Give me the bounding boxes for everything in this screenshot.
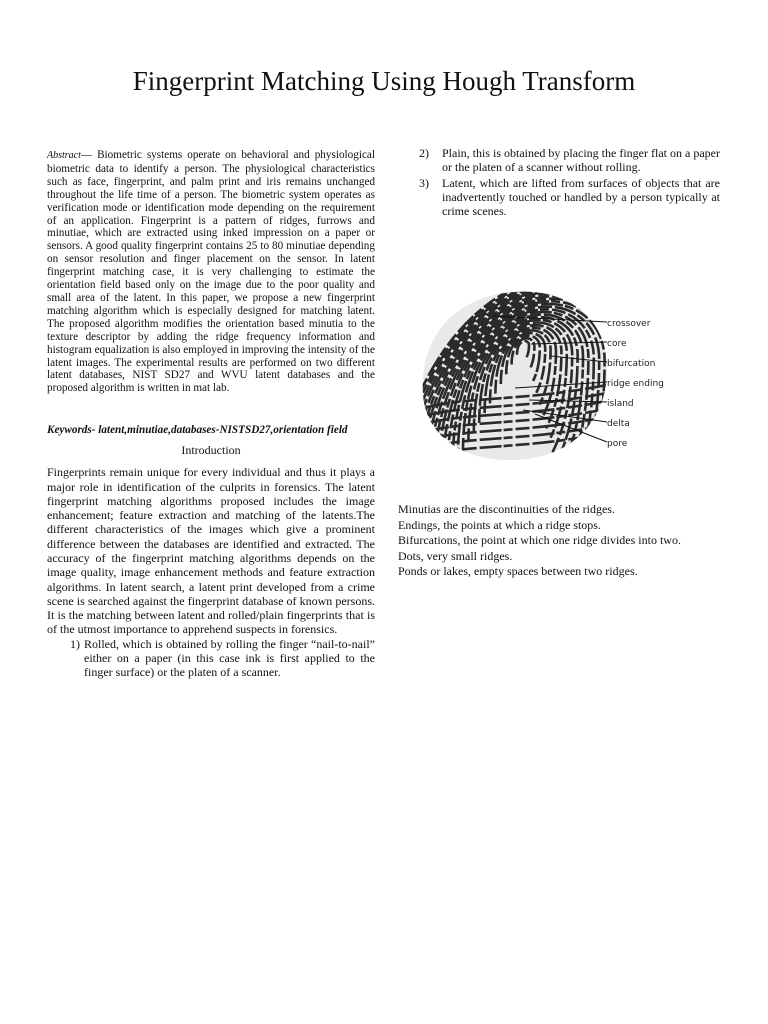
- list-item-number: 2): [419, 146, 429, 160]
- fingerprint-figure: [411, 282, 691, 472]
- keywords: Keywords- latent,minutiae,databases-NISTSD27,orientation field: [47, 424, 348, 437]
- minutiae-note: Endings, the points at which a ridge stops.: [398, 517, 601, 532]
- list-item: [398, 146, 720, 175]
- figure-label-delta: delta: [607, 419, 630, 429]
- list-item-number: 1): [70, 636, 80, 651]
- minutiae-notes: [398, 502, 728, 580]
- figure-label-core: core: [607, 339, 627, 349]
- list-item-text: Rolled, which is obtained by rolling the finger “nail-to-nail” either on a paper (in this case ink is first applied to the finger surface) or the platen of a scanner.: [84, 636, 375, 680]
- list-item: [398, 176, 720, 219]
- left-column: [47, 149, 375, 680]
- abstract-text: Biometric systems operate on behavioral and physiological biometric data to identify a person. The physiological characteristics such as face, fingerprint, and palm print and iris remains unchanged throughout the life time of a person. The biometric system operates as verification mode or identification mode depending on the requirement of an application. Fingerprint is a pattern of ridges, furrows and minutiae, which are extracted using inked impression on a paper or sensors. A good quality fingerprint contains 25 to 80 minutiae depending on sensor resolution and finger placement on the sensor. In latent fingerprint matching case, it is very challenging to estimate the orientation field based only on the image due to the poor quality and small area of the latent. In this paper, we propose a new fingerprint matching algorithm which is especially designed for matching latent. The proposed algorithm modifies the orientation based minutia to the texture descriptor by adding the ridge frequency information and histogram equalization is also employed in improving the intensity of the latent images. The experimental results are performed on two different latent databases, NIST SD27 and WVU latent databases and the proposed algorithm is written in mat lab.: [47, 149, 375, 395]
- minutiae-note: Bifurcations, the point at which one ridge divides into two.: [398, 533, 681, 547]
- minutiae-note: Dots, very small ridges.: [398, 548, 513, 563]
- figure-label-pore: pore: [607, 439, 628, 449]
- list-item-text: Latent, which are lifted from surfaces of objects that are inadvertently touched or handled by a person typically at crime scenes.: [442, 175, 720, 219]
- list-item: [47, 637, 375, 680]
- figure-label-crossover: crossover: [607, 319, 651, 329]
- figure-label-ridge-ending: ridge ending: [607, 379, 664, 389]
- abstract-label: Abstract: [47, 150, 81, 161]
- list-right: [398, 146, 720, 218]
- minutiae-note: Ponds or lakes, empty spaces between two ridges.: [398, 564, 638, 578]
- list-item-text: Plain, this is obtained by placing the finger flat on a paper or the platen of a scanner without rolling.: [442, 146, 720, 175]
- abstract: [47, 149, 375, 395]
- figure-label-island: island: [607, 399, 634, 409]
- list-item-number: 3): [419, 175, 429, 190]
- section-heading-introduction: Introduction: [181, 443, 241, 458]
- right-column: [398, 146, 720, 218]
- abstract-dash: —: [80, 149, 93, 161]
- figure-label-bifurcation: bifurcation: [607, 359, 656, 369]
- minutiae-note: Minutias are the discontinuities of the ridges.: [398, 502, 615, 516]
- paper-title: Fingerprint Matching Using Hough Transform: [132, 66, 636, 96]
- list-left: [47, 637, 375, 680]
- intro-paragraph: Fingerprints remain unique for every individual and thus it plays a major role in identification of the culprits in forensics. The latent fingerprint matching algorithms proposed includes the image enhancement; feature extraction and matching of the latents.The different characteristics of the images which give a prominent difference between the databases are identified and extracted. The accuracy of the fingerprint matching algorithms depends on the image quality, image enhancement methods and feature extraction algorithms. In latent search, a latent print developed from a crime scene is searched against the fingerprint database of known persons. It is the matching between latent and rolled/plain fingerprints that is of the utmost importance to apprehend suspects in forensics.: [47, 465, 375, 637]
